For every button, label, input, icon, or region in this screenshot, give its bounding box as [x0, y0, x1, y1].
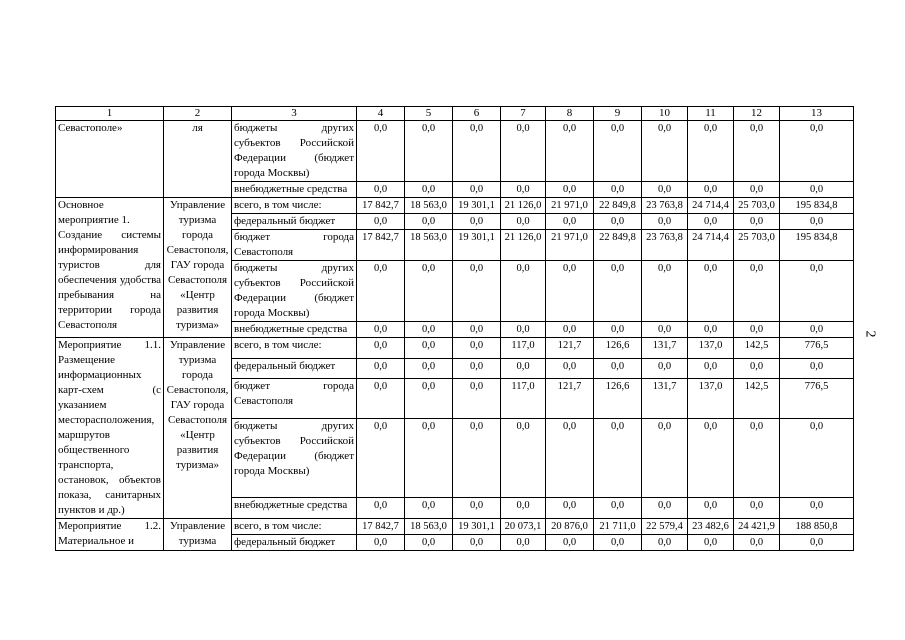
funding-source-cell: бюджеты других субъектов Российской Федерации (бюджет города Москвы) [232, 121, 357, 182]
funding-source-cell: бюджеты других субъектов Российской Федерации (бюджет города Москвы) [232, 419, 357, 498]
amount-cell: 0,0 [546, 182, 594, 198]
amount-cell: 0,0 [688, 419, 734, 498]
amount-cell: 0,0 [642, 214, 688, 230]
event-name-cell: Основное мероприятие 1. Создание системы информирования туристов для обеспечения удобства пребывания на территории города Севастополя [56, 198, 164, 338]
amount-cell: 0,0 [546, 322, 594, 338]
amount-cell: 126,6 [594, 379, 642, 419]
funding-source-cell: внебюджетные средства [232, 182, 357, 198]
amount-cell: 0,0 [642, 498, 688, 519]
event-name-cell: Мероприятие 1.1. Размещение информационных карт-схем (с указанием месторасположения, маршрутов общественного транспорта, остановок, объектов показа, санитарных пунктов и др.) [56, 338, 164, 519]
amount-cell: 0,0 [453, 379, 501, 419]
amount-cell: 0,0 [453, 535, 501, 551]
amount-cell: 17 842,7 [357, 519, 405, 535]
amount-cell: 0,0 [501, 214, 546, 230]
amount-cell: 0,0 [734, 419, 780, 498]
amount-cell: 19 301,1 [453, 519, 501, 535]
amount-cell: 0,0 [688, 121, 734, 182]
amount-cell: 0,0 [546, 419, 594, 498]
funding-source-cell: внебюджетные средства [232, 498, 357, 519]
funding-source-cell: федеральный бюджет [232, 358, 357, 379]
funding-source-cell: всего, в том числе: [232, 198, 357, 214]
amount-cell: 0,0 [642, 182, 688, 198]
amount-cell: 0,0 [780, 498, 854, 519]
column-header: 4 [357, 107, 405, 121]
executor-cell: Управление туризма города Севастополя, ГАУ города Севастополя «Центр развития туризма» [164, 198, 232, 338]
budget-table [55, 106, 854, 551]
funding-source-cell: внебюджетные средства [232, 322, 357, 338]
amount-cell: 0,0 [780, 535, 854, 551]
amount-cell: 137,0 [688, 338, 734, 359]
amount-cell: 0,0 [357, 121, 405, 182]
amount-cell: 142,5 [734, 338, 780, 359]
amount-cell: 0,0 [546, 214, 594, 230]
amount-cell: 20 073,1 [501, 519, 546, 535]
event-name-cell: Севастополе» [56, 121, 164, 198]
amount-cell: 0,0 [780, 182, 854, 198]
amount-cell: 0,0 [734, 261, 780, 322]
amount-cell: 0,0 [780, 322, 854, 338]
amount-cell: 0,0 [405, 535, 453, 551]
amount-cell: 0,0 [501, 261, 546, 322]
amount-cell: 0,0 [642, 121, 688, 182]
event-name-cell: Мероприятие 1.2. Материальное и [56, 519, 164, 551]
amount-cell: 17 842,7 [357, 230, 405, 261]
amount-cell: 0,0 [357, 535, 405, 551]
funding-source-cell: федеральный бюджет [232, 214, 357, 230]
funding-source-cell: федеральный бюджет [232, 535, 357, 551]
amount-cell: 0,0 [642, 358, 688, 379]
amount-cell: 188 850,8 [780, 519, 854, 535]
amount-cell: 0,0 [546, 535, 594, 551]
amount-cell: 0,0 [780, 121, 854, 182]
executor-cell: Управление туризма города Севастополя, ГАУ города Севастополя «Центр развития туризма» [164, 338, 232, 519]
funding-source-cell: всего, в том числе: [232, 338, 357, 359]
amount-cell: 0,0 [734, 182, 780, 198]
amount-cell: 0,0 [688, 261, 734, 322]
amount-cell: 0,0 [546, 261, 594, 322]
amount-cell: 0,0 [453, 338, 501, 359]
amount-cell: 776,5 [780, 379, 854, 419]
amount-cell: 25 703,0 [734, 230, 780, 261]
amount-cell: 0,0 [734, 322, 780, 338]
amount-cell: 0,0 [501, 322, 546, 338]
amount-cell: 0,0 [453, 498, 501, 519]
amount-cell: 0,0 [688, 358, 734, 379]
column-header: 6 [453, 107, 501, 121]
amount-cell: 18 563,0 [405, 519, 453, 535]
amount-cell: 0,0 [594, 498, 642, 519]
amount-cell: 0,0 [688, 322, 734, 338]
executor-cell: ля [164, 121, 232, 198]
amount-cell: 0,0 [594, 182, 642, 198]
amount-cell: 0,0 [453, 121, 501, 182]
amount-cell: 18 563,0 [405, 230, 453, 261]
amount-cell: 117,0 [501, 379, 546, 419]
amount-cell: 126,6 [594, 338, 642, 359]
amount-cell: 0,0 [546, 121, 594, 182]
funding-source-cell: бюджет города Севастополя [232, 230, 357, 261]
amount-cell: 0,0 [453, 322, 501, 338]
amount-cell: 0,0 [405, 182, 453, 198]
amount-cell: 25 703,0 [734, 198, 780, 214]
amount-cell: 0,0 [642, 535, 688, 551]
amount-cell: 20 876,0 [546, 519, 594, 535]
amount-cell: 21 126,0 [501, 230, 546, 261]
amount-cell: 0,0 [405, 338, 453, 359]
amount-cell: 0,0 [594, 121, 642, 182]
amount-cell: 0,0 [642, 261, 688, 322]
amount-cell: 0,0 [688, 214, 734, 230]
table-row [56, 121, 854, 182]
amount-cell: 0,0 [405, 261, 453, 322]
amount-cell: 0,0 [501, 535, 546, 551]
amount-cell: 0,0 [405, 358, 453, 379]
amount-cell: 0,0 [501, 121, 546, 182]
amount-cell: 0,0 [405, 419, 453, 498]
amount-cell: 0,0 [357, 419, 405, 498]
amount-cell: 0,0 [780, 358, 854, 379]
column-header: 7 [501, 107, 546, 121]
amount-cell: 776,5 [780, 338, 854, 359]
executor-cell: Управление туризма [164, 519, 232, 551]
amount-cell: 23 763,8 [642, 230, 688, 261]
column-header: 5 [405, 107, 453, 121]
amount-cell: 0,0 [734, 535, 780, 551]
amount-cell: 22 849,8 [594, 230, 642, 261]
amount-cell: 0,0 [501, 498, 546, 519]
amount-cell: 18 563,0 [405, 198, 453, 214]
amount-cell: 195 834,8 [780, 230, 854, 261]
amount-cell: 0,0 [546, 498, 594, 519]
amount-cell: 0,0 [357, 498, 405, 519]
amount-cell: 121,7 [546, 338, 594, 359]
amount-cell: 0,0 [453, 182, 501, 198]
amount-cell: 0,0 [405, 121, 453, 182]
column-header: 2 [164, 107, 232, 121]
amount-cell: 23 482,6 [688, 519, 734, 535]
amount-cell: 0,0 [546, 358, 594, 379]
table-row [56, 519, 854, 535]
amount-cell: 0,0 [453, 214, 501, 230]
amount-cell: 24 714,4 [688, 230, 734, 261]
amount-cell: 0,0 [594, 358, 642, 379]
amount-cell: 0,0 [405, 214, 453, 230]
amount-cell: 131,7 [642, 379, 688, 419]
column-header: 9 [594, 107, 642, 121]
amount-cell: 21 971,0 [546, 230, 594, 261]
amount-cell: 0,0 [405, 322, 453, 338]
amount-cell: 117,0 [501, 338, 546, 359]
amount-cell: 22 579,4 [642, 519, 688, 535]
amount-cell: 0,0 [357, 214, 405, 230]
funding-source-cell: всего, в том числе: [232, 519, 357, 535]
column-header: 3 [232, 107, 357, 121]
table-row [56, 338, 854, 359]
page-number: 2 [862, 330, 878, 338]
amount-cell: 0,0 [688, 535, 734, 551]
amount-cell: 0,0 [642, 322, 688, 338]
funding-source-cell: бюджет города Севастополя [232, 379, 357, 419]
amount-cell: 23 763,8 [642, 198, 688, 214]
amount-cell: 21 126,0 [501, 198, 546, 214]
amount-cell: 142,5 [734, 379, 780, 419]
amount-cell: 0,0 [357, 322, 405, 338]
amount-cell: 0,0 [734, 121, 780, 182]
amount-cell: 0,0 [501, 358, 546, 379]
amount-cell: 0,0 [357, 379, 405, 419]
amount-cell: 0,0 [594, 214, 642, 230]
amount-cell: 0,0 [453, 419, 501, 498]
amount-cell: 131,7 [642, 338, 688, 359]
amount-cell: 24 421,9 [734, 519, 780, 535]
amount-cell: 0,0 [501, 182, 546, 198]
amount-cell: 0,0 [357, 182, 405, 198]
amount-cell: 0,0 [357, 358, 405, 379]
column-header: 10 [642, 107, 688, 121]
header-row [56, 107, 854, 121]
amount-cell: 0,0 [357, 338, 405, 359]
amount-cell: 121,7 [546, 379, 594, 419]
amount-cell: 0,0 [688, 182, 734, 198]
amount-cell: 195 834,8 [780, 198, 854, 214]
amount-cell: 21 711,0 [594, 519, 642, 535]
amount-cell: 0,0 [780, 214, 854, 230]
amount-cell: 0,0 [594, 261, 642, 322]
column-header: 13 [780, 107, 854, 121]
amount-cell: 0,0 [594, 535, 642, 551]
amount-cell: 0,0 [642, 419, 688, 498]
column-header: 11 [688, 107, 734, 121]
amount-cell: 0,0 [405, 498, 453, 519]
column-header: 1 [56, 107, 164, 121]
amount-cell: 137,0 [688, 379, 734, 419]
amount-cell: 0,0 [501, 419, 546, 498]
table-row [56, 198, 854, 214]
amount-cell: 0,0 [405, 379, 453, 419]
amount-cell: 24 714,4 [688, 198, 734, 214]
amount-cell: 0,0 [688, 498, 734, 519]
amount-cell: 0,0 [594, 322, 642, 338]
amount-cell: 21 971,0 [546, 198, 594, 214]
amount-cell: 0,0 [357, 261, 405, 322]
amount-cell: 19 301,1 [453, 230, 501, 261]
amount-cell: 17 842,7 [357, 198, 405, 214]
amount-cell: 19 301,1 [453, 198, 501, 214]
amount-cell: 0,0 [780, 261, 854, 322]
funding-source-cell: бюджеты других субъектов Российской Федерации (бюджет города Москвы) [232, 261, 357, 322]
amount-cell: 0,0 [734, 214, 780, 230]
column-header: 8 [546, 107, 594, 121]
amount-cell: 0,0 [594, 419, 642, 498]
column-header: 12 [734, 107, 780, 121]
amount-cell: 0,0 [734, 498, 780, 519]
amount-cell: 0,0 [780, 419, 854, 498]
amount-cell: 0,0 [734, 358, 780, 379]
amount-cell: 0,0 [453, 358, 501, 379]
amount-cell: 0,0 [453, 261, 501, 322]
amount-cell: 22 849,8 [594, 198, 642, 214]
